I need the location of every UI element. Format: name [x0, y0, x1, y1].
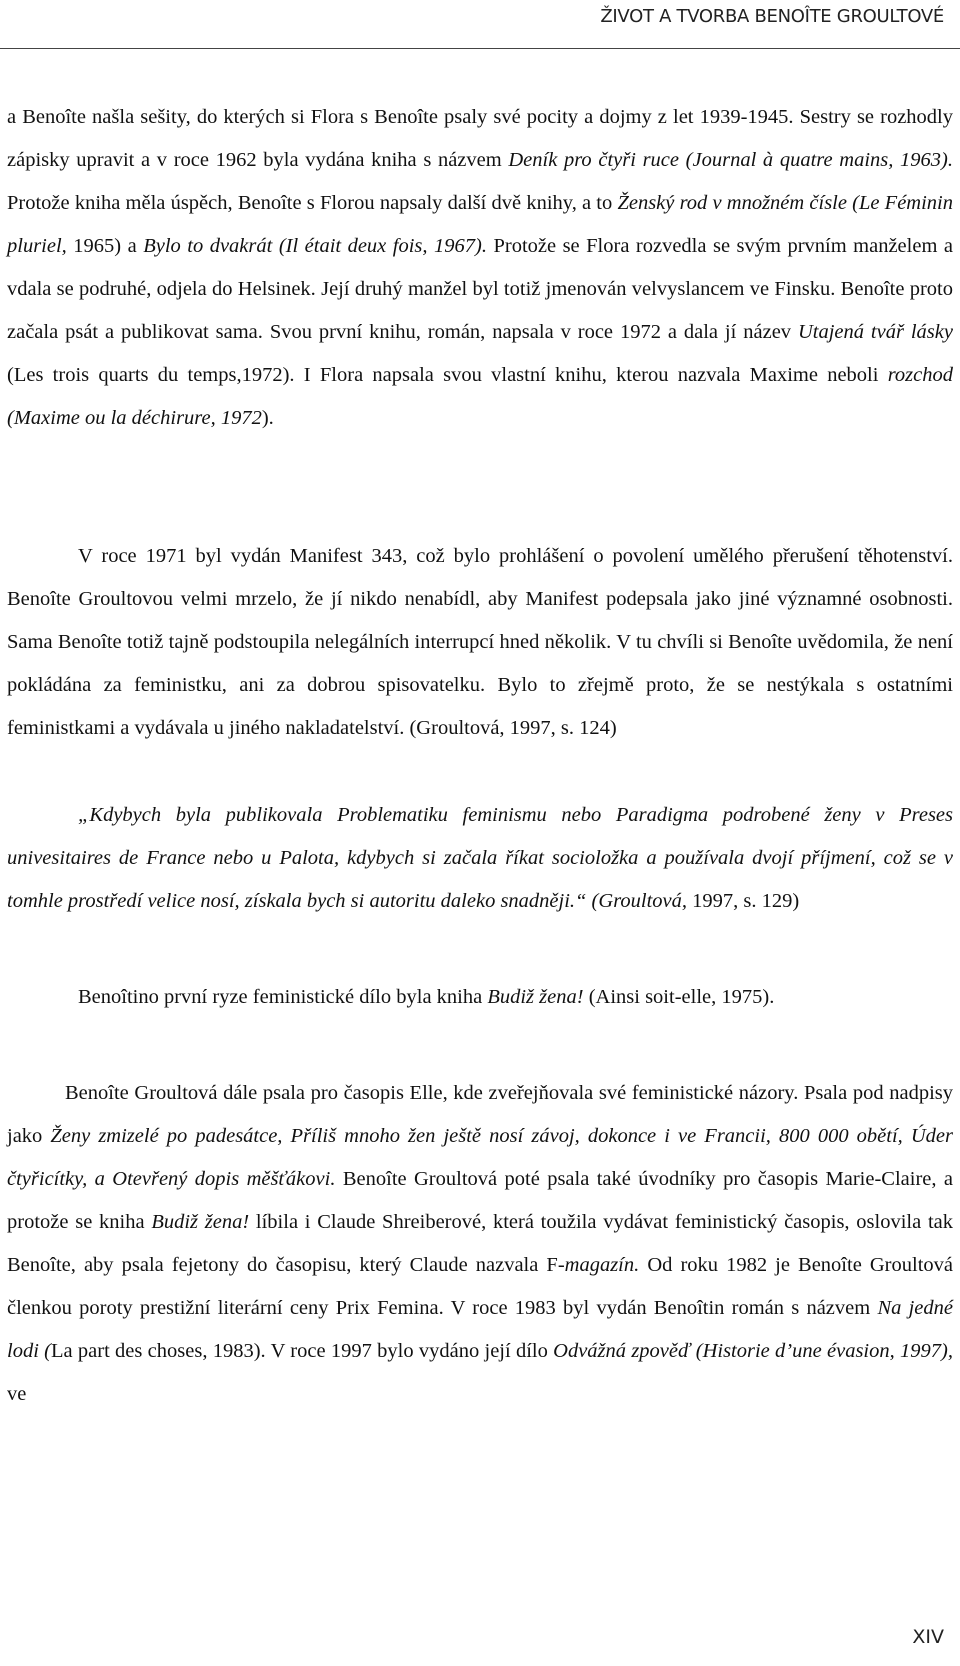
- page-number: XIV: [912, 1626, 944, 1648]
- paragraph-manifest: V roce 1971 byl vydán Manifest 343, což bylo prohlášení o povolení umělého přerušení těhotenství. Benoîte Groultovou velmi mrzelo, že jí nikdo nenabídl, aby Manifest podepsala jako jiné významné osobnosti. Sama Benoîte totiž tajně podstoupila nelegálních interrupcí hned několik. V tu chvíli si Benoîte uvědomila, že není pokládána za feministku, ani za dobrou spisovatelku. Bylo to zřejmě proto, že se nestýkala s ostatními feministkami a vydávala u jiného nakladatelství. (Groultová, 1997, s. 124): [7, 545, 953, 739]
- running-header: ŽIVOT A TVORBA BENOÎTE GROULTOVÉ: [600, 6, 944, 27]
- text-run: Benoîtino první ryze feministické dílo byla kniha: [78, 986, 488, 1008]
- text-run: Protože kniha měla úspěch, Benoîte s Florou napsaly další dvě knihy, a to: [7, 192, 618, 214]
- quote-text: „Kdybych byla publikovala Problematiku feminismu nebo Paradigma podrobené ženy v Preses univesitaires de France nebo u Palota, kdybych si začala říkat socioložka a používala dvojí příjmení, což se v tomhle prostředí velice nosí, získala bych si autoritu daleko snadněji.“ (Groultová,: [7, 804, 953, 912]
- book-title: Odvážná zpověď (Historie d’une évasion, 1997),: [553, 1340, 953, 1362]
- header-divider: [0, 48, 960, 49]
- magazine-title: magazín.: [564, 1254, 640, 1276]
- paragraph-feminist-work: [7, 976, 953, 1019]
- block-quote: [7, 794, 953, 923]
- text-run: La part des choses, 1983). V roce 1997 bylo vydáno její dílo: [51, 1340, 554, 1362]
- text-run: Od roku 1982 je Benoîte Groultová členkou poroty prestižní literární ceny Prix Femina. V roce 1983 byl vydán Benoîtin román s názvem: [7, 1254, 953, 1319]
- book-title: Ženský rod v množném čísle (Le Féminin pluriel,: [7, 192, 953, 257]
- book-title: Budiž žena!: [487, 986, 584, 1008]
- text-run: a Benoîte našla sešity, do kterých si Flora s Benoîte psaly své pocity a dojmy z let 1939-1945. Sestry se rozhodly zápisky upravit a v roce 1962 byla vydána kniha s názvem: [7, 106, 953, 171]
- text-run: Benoîte Groultová dále psala pro časopis Elle, kde zveřejňovala své feministické názory. Psala pod nadpisy jako: [7, 1082, 953, 1147]
- book-title: Budiž žena!: [151, 1211, 250, 1233]
- paragraph-journalism: [7, 1072, 953, 1416]
- article-titles: Ženy zmizelé po padesátce, Příliš mnoho žen ještě nosí závoj, dokonce i ve Francii, 800 000 obětí, Úder čtyřicítky, a Otevřený dopis měšťákovi.: [7, 1125, 953, 1190]
- text-run: líbila i Claude Shreiberové, která toužila vydávat feministický časopis, oslovila tak Benoîte, aby psala fejetony do časopisu, který Claude nazvala F-: [7, 1211, 953, 1276]
- text-run: Protože se Flora rozvedla se svým prvním manželem a vdala se podruhé, odjela do Helsinek. Její druhý manžel byl totiž jmenován velvyslancem ve Finsku. Benoîte proto začala psát a publikovat sama. Svou první knihu, román, napsala v roce 1972 a dala jí název: [7, 235, 953, 343]
- text-run: ).: [261, 407, 274, 429]
- text-run: ve: [7, 1383, 27, 1405]
- text-run: Benoîte Groultová poté psala také úvodníky pro časopis Marie-Claire, a protože se kniha: [7, 1168, 954, 1233]
- text-run: (Ainsi soit-elle, 1975).: [583, 986, 775, 1008]
- book-title: Utajená tvář lásky: [797, 321, 953, 343]
- book-title: Deník pro čtyři ruce (Journal à quatre mains, 1963).: [508, 149, 953, 171]
- text-run: 1965) a: [66, 235, 144, 257]
- book-title: rozchod (Maxime ou la déchirure, 1972: [7, 364, 953, 429]
- book-title: Na jedné lodi (: [7, 1297, 953, 1362]
- text-run: (Les trois quarts du temps,1972). I Flora napsala svou vlastní knihu, kterou nazvala Maxime neboli: [7, 364, 888, 386]
- paragraph-continued: [7, 96, 953, 440]
- quote-citation: 1997, s. 129): [687, 890, 800, 912]
- book-title: Bylo to dvakrát (Il était deux fois, 1967).: [143, 235, 487, 257]
